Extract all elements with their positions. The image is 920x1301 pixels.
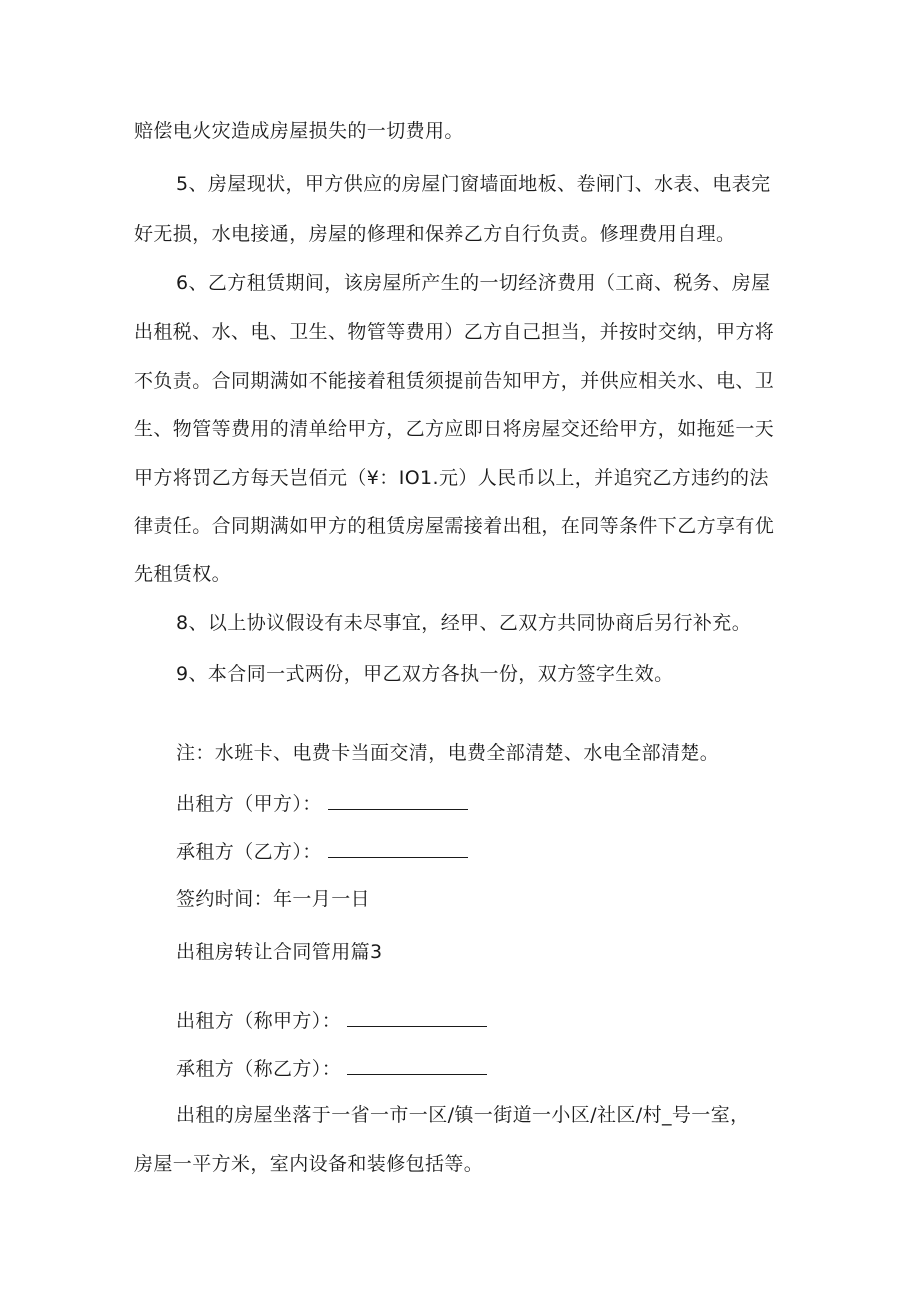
clause-4-tail: 赔偿电火灾造成房屋损失的一切费用。 bbox=[134, 120, 464, 142]
clause-6-line-3: 不负责。合同期满如不能接着租赁须提前告知甲方，并供应相关水、电、卫 bbox=[134, 370, 775, 392]
lessor2-signature-row bbox=[176, 1008, 487, 1033]
clause-6-line-4: 生、物管等费用的清单给甲方，乙方应即日将房屋交还给甲方，如拖延一天 bbox=[134, 418, 775, 440]
lessor-signature-row bbox=[176, 791, 468, 816]
clause-6-line-2: 出租税、水、电、卫生、物管等费用）乙方自己担当，并按时交纳，甲方将 bbox=[134, 321, 775, 343]
section-title: 出租房转让合同管用篇3 bbox=[176, 941, 383, 963]
lessee-signature-row bbox=[176, 839, 468, 864]
location-line-2: 房屋一平方米，室内设备和装修包括等。 bbox=[134, 1153, 484, 1175]
clause-5-line-2: 好无损，水电接通，房屋的修理和保养乙方自行负责。修理费用自理。 bbox=[134, 223, 736, 245]
clause-5-line-1: 5、房屋现状，甲方供应的房屋门窗墙面地板、卷闸门、水表、电表完 bbox=[176, 173, 771, 195]
lessee2-signature-blank bbox=[347, 1056, 487, 1075]
clause-8: 8、以上协议假设有未尽事宜，经甲、乙双方共同协商后另行补充。 bbox=[176, 612, 752, 634]
lessor-signature-blank bbox=[328, 791, 468, 810]
clause-6-line-5: 甲方将罚乙方每天岂佰元（¥：IO1.元）人民币以上，并追究乙方违约的法 bbox=[134, 467, 769, 489]
lessor2-signature-blank bbox=[347, 1008, 487, 1027]
lessee2-signature-row bbox=[176, 1056, 487, 1081]
clause-6-line-7: 先租赁权。 bbox=[134, 563, 232, 585]
clause-6-line-1: 6、乙方租赁期间，该房屋所产生的一切经济费用（工商、税务、房屋 bbox=[176, 272, 771, 294]
clause-9: 9、本合同一式两份，甲乙双方各执一份，双方签字生效。 bbox=[176, 663, 674, 685]
note: 注：水班卡、电费卡当面交清，电费全部清楚、水电全部清楚。 bbox=[176, 742, 720, 764]
lessee2-label: 承租方（称乙方）： bbox=[176, 1058, 342, 1080]
lessor2-label: 出租方（称甲方）： bbox=[176, 1010, 342, 1032]
location-line-1: 出租的房屋坐落于一省一市一区/镇一街道一小区/社区/村_号一室， bbox=[176, 1104, 750, 1126]
sign-date: 签约时间：年一月一日 bbox=[176, 888, 371, 910]
lessee-label: 承租方（乙方）： bbox=[176, 841, 322, 863]
lessor-label: 出租方（甲方）： bbox=[176, 793, 322, 815]
clause-6-line-6: 律责任。合同期满如甲方的租赁房屋需接着出租，在同等条件下乙方享有优 bbox=[134, 515, 775, 537]
lessee-signature-blank bbox=[328, 839, 468, 858]
